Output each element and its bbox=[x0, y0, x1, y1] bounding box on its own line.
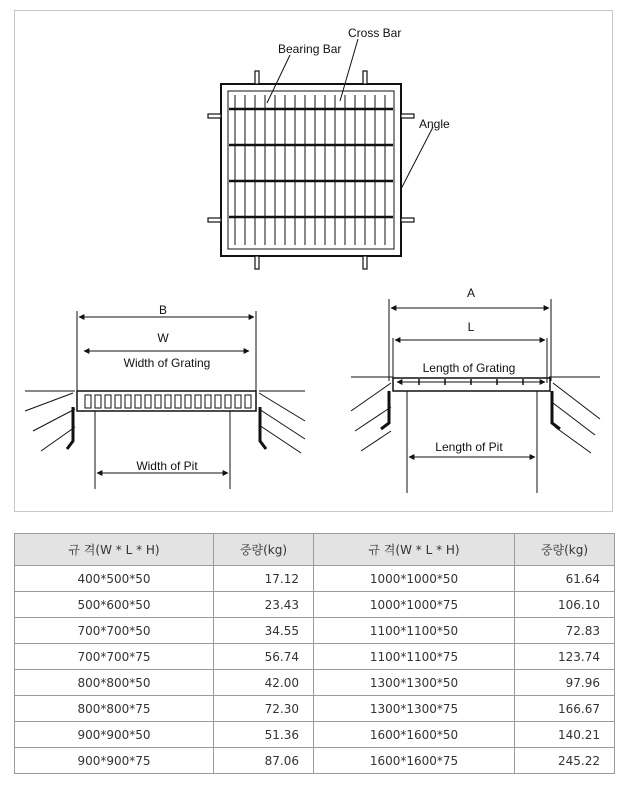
section-bar bbox=[145, 395, 151, 408]
weight-cell: 166.67 bbox=[515, 696, 615, 722]
section-bar bbox=[195, 395, 201, 408]
spec-cell: 400*500*50 bbox=[15, 566, 214, 592]
spec-cell: 1600*1600*50 bbox=[314, 722, 515, 748]
spec-cell: 700*700*75 bbox=[15, 644, 214, 670]
section-bar bbox=[115, 395, 121, 408]
weight-cell: 42.00 bbox=[214, 670, 314, 696]
width-of-grating-label: Width of Grating bbox=[123, 356, 211, 370]
table-row bbox=[15, 618, 615, 644]
spec-cell: 700*700*50 bbox=[15, 618, 214, 644]
plan-view bbox=[208, 39, 433, 269]
length-section bbox=[351, 299, 600, 493]
weight-cell: 245.22 bbox=[515, 748, 615, 774]
weight-cell: 51.36 bbox=[214, 722, 314, 748]
weight-cell: 97.96 bbox=[515, 670, 615, 696]
dimension-w-label: W bbox=[157, 331, 169, 345]
weight-cell: 123.74 bbox=[515, 644, 615, 670]
header-weight-2: 중량(kg) bbox=[515, 534, 615, 566]
length-of-pit-label: Length of Pit bbox=[435, 440, 503, 454]
spec-cell: 900*900*75 bbox=[15, 748, 214, 774]
spec-cell: 900*900*50 bbox=[15, 722, 214, 748]
section-bar bbox=[215, 395, 221, 408]
weight-cell: 56.74 bbox=[214, 644, 314, 670]
spec-cell: 1000*1000*75 bbox=[314, 592, 515, 618]
section-bar bbox=[85, 395, 91, 408]
weight-cell: 72.30 bbox=[214, 696, 314, 722]
width-of-pit-label: Width of Pit bbox=[136, 459, 198, 473]
angle-label: Angle bbox=[419, 117, 450, 131]
section-bar bbox=[245, 395, 251, 408]
table-row bbox=[15, 566, 615, 592]
weight-cell: 140.21 bbox=[515, 722, 615, 748]
grating-diagram bbox=[14, 10, 613, 512]
spec-cell: 1100*1100*75 bbox=[314, 644, 515, 670]
section-bar bbox=[105, 395, 111, 408]
spec-cell: 800*800*75 bbox=[15, 696, 214, 722]
dimension-a-label: A bbox=[466, 286, 476, 300]
section-bar bbox=[95, 395, 101, 408]
weight-cell: 23.43 bbox=[214, 592, 314, 618]
spec-cell: 1300*1300*75 bbox=[314, 696, 515, 722]
section-bar bbox=[175, 395, 181, 408]
spec-cell: 1000*1000*50 bbox=[314, 566, 515, 592]
bearing-bar-label: Bearing Bar bbox=[278, 42, 342, 56]
weight-cell: 72.83 bbox=[515, 618, 615, 644]
table-header-row bbox=[15, 534, 615, 566]
dimension-l-label: L bbox=[467, 320, 475, 334]
length-of-grating-label: Length of Grating bbox=[422, 361, 516, 375]
section-bar bbox=[235, 395, 241, 408]
spec-cell: 1600*1600*75 bbox=[314, 748, 515, 774]
cross-bars bbox=[229, 109, 393, 217]
table-row bbox=[15, 644, 615, 670]
section-bar bbox=[135, 395, 141, 408]
anchor-lugs bbox=[208, 71, 414, 269]
section-bar bbox=[225, 395, 231, 408]
grating-drawing bbox=[15, 11, 614, 513]
cross-bar-label: Cross Bar bbox=[348, 26, 402, 40]
spec-cell: 500*600*50 bbox=[15, 592, 214, 618]
section-bar bbox=[125, 395, 131, 408]
weight-cell: 17.12 bbox=[214, 566, 314, 592]
table-row bbox=[15, 722, 615, 748]
spec-cell: 1300*1300*50 bbox=[314, 670, 515, 696]
dimension-b-label: B bbox=[158, 303, 168, 317]
section-bar bbox=[165, 395, 171, 408]
weight-cell: 61.64 bbox=[515, 566, 615, 592]
weight-cell: 106.10 bbox=[515, 592, 615, 618]
spec-cell: 1100*1100*50 bbox=[314, 618, 515, 644]
bearing-bars bbox=[235, 95, 385, 245]
header-weight-1: 중량(kg) bbox=[214, 534, 314, 566]
header-spec-1: 규 격(W * L * H) bbox=[15, 534, 214, 566]
weight-cell: 34.55 bbox=[214, 618, 314, 644]
table-row bbox=[15, 670, 615, 696]
table-row bbox=[15, 696, 615, 722]
section-bar bbox=[205, 395, 211, 408]
section-bar bbox=[155, 395, 161, 408]
spec-table bbox=[14, 533, 615, 774]
spec-cell: 800*800*50 bbox=[15, 670, 214, 696]
section-bar bbox=[185, 395, 191, 408]
table-row bbox=[15, 592, 615, 618]
header-spec-2: 규 격(W * L * H) bbox=[314, 534, 515, 566]
table-row bbox=[15, 748, 615, 774]
weight-cell: 87.06 bbox=[214, 748, 314, 774]
